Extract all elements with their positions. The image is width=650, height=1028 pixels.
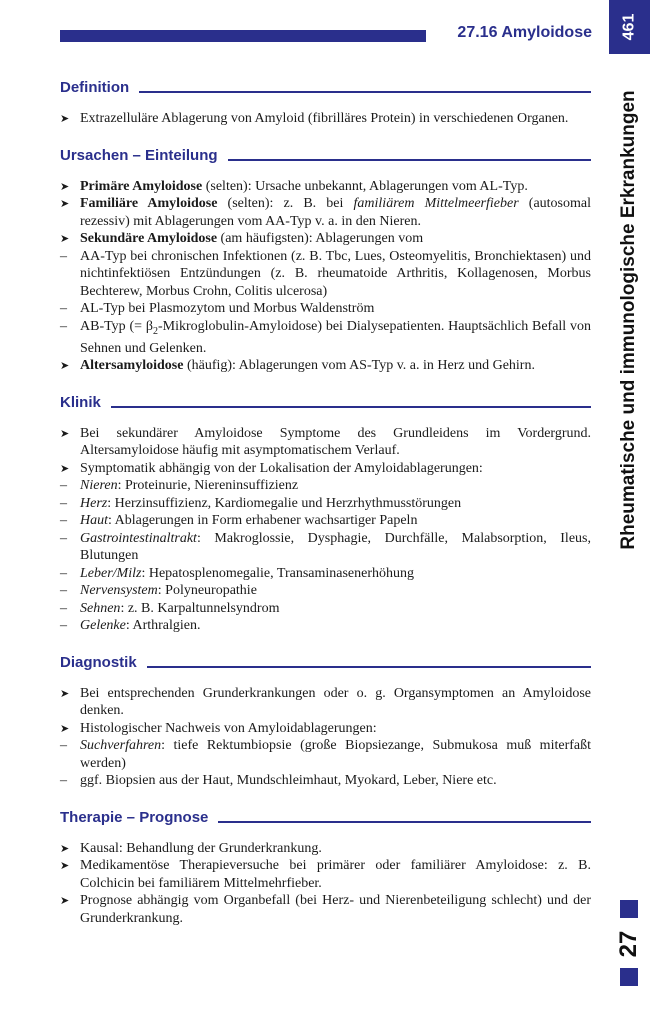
term-bold: Primäre Amyloidose <box>80 178 203 194</box>
bullet-list <box>60 178 591 248</box>
section-heading-text: Therapie – Prognose <box>60 809 209 827</box>
bullet-list <box>60 685 591 738</box>
section-heading <box>60 391 591 415</box>
bullet-text: (selten): z. B. bei <box>217 196 354 211</box>
term-italic: familiärem Mittelmeerfieber <box>353 196 519 211</box>
bullet-item <box>60 195 591 230</box>
subscript: 2 <box>152 325 158 337</box>
bullet-item <box>60 857 591 892</box>
dash-text: : Hepatosplenomegalie, Transaminasenerhöhung <box>141 565 415 581</box>
term-italic: Nervensystem <box>80 583 158 599</box>
section-ursachen <box>60 144 591 375</box>
bullet-text: Kausal: Behandlung der Grunderkrankung. <box>80 840 322 856</box>
section-rule <box>228 159 591 161</box>
dash-item <box>60 477 591 495</box>
dash-text: : Ablagerungen in Form erhabener wachsartiger Papeln <box>108 513 418 529</box>
dash-list <box>60 477 591 635</box>
bullet-text: Prognose abhängig vom Organbefall (bei Herz- und Nierenbeteiligung schlecht) und der Grunderkrankung. <box>80 893 591 926</box>
dash-item <box>60 582 591 600</box>
dash-item <box>60 300 591 318</box>
section-rule <box>218 821 591 823</box>
dash-text: : z. B. Karpaltunnelsyndrom <box>120 600 280 616</box>
section-rule <box>139 91 591 93</box>
bullet-list <box>60 357 591 375</box>
dash-text: AL-Typ bei Plasmozytom und Morbus Waldenström <box>80 301 375 316</box>
bullet-item <box>60 720 591 738</box>
dash-item <box>60 565 591 583</box>
term-bold: Sekundäre Amyloidose <box>80 231 218 246</box>
bullet-list <box>60 425 591 478</box>
bullet-item <box>60 230 591 248</box>
bullet-text: Bei entsprechenden Grunderkrankungen oder o. g. Organsymptomen an Amyloidose denken. <box>80 685 591 719</box>
dash-text: : Makroglossie, Dysphagie, Durchfälle, Malabsorption, Ileus, Blutungen <box>80 530 591 564</box>
header-rule <box>60 30 426 42</box>
section-heading-text: Ursachen – Einteilung <box>60 146 218 164</box>
bullet-text: (autosomal rezessiv) mit Ablagerungen vom AA-Typ v. a. in den Nieren. <box>80 196 591 229</box>
dash-item <box>60 737 591 772</box>
bullet-list <box>60 840 591 928</box>
dash-item <box>60 318 591 358</box>
section-heading <box>60 806 591 830</box>
section-heading-text: Definition <box>60 79 130 97</box>
dash-item <box>60 530 591 565</box>
term-italic: Haut <box>80 513 108 529</box>
dash-list <box>60 737 591 790</box>
term-italic: Sehnen <box>80 600 121 616</box>
bullet-item <box>60 110 591 128</box>
bullet-text: (selten): Ursache unbekannt, Ablagerungen vom AL-Typ. <box>202 178 528 194</box>
bullet-item <box>60 840 591 858</box>
dash-list <box>60 248 591 358</box>
bullet-item <box>60 178 591 196</box>
term-italic: Nieren <box>80 478 118 494</box>
bullet-item <box>60 460 591 478</box>
dash-text: : Herzinsuffizienz, Kardiomegalie und Herzrhythmusstörungen <box>107 495 462 511</box>
section-rule <box>111 406 591 408</box>
dash-item <box>60 512 591 530</box>
dash-text: : Polyneuropathie <box>157 583 257 599</box>
bullet-list <box>60 110 591 128</box>
term-bold: Familiäre Amyloidose <box>80 196 218 211</box>
term-italic: Gastrointestinaltrakt <box>80 530 197 546</box>
page-content <box>60 76 591 943</box>
section-heading-text: Klinik <box>60 394 101 412</box>
bullet-text: Histologischer Nachweis von Amyloidablagerungen: <box>80 720 377 736</box>
dash-text: : Proteinurie, Niereninsuffizienz <box>117 478 299 494</box>
bullet-text: Extrazelluläre Ablagerung von Amyloid (fibrilläres Protein) in verschiedenen Organen. <box>80 111 569 126</box>
section-definition <box>60 76 591 128</box>
side-chapter-number: 27 <box>615 930 642 958</box>
bullet-item <box>60 892 591 927</box>
dash-text: : tiefe Rektumbiopsie (große Biopsiezange, Submukosa muß miterfaßt werden) <box>80 738 591 771</box>
section-rule <box>147 666 591 668</box>
bullet-text: Bei sekundärer Amyloidose Symptome des Grundleidens im Vordergrund. Altersamyloidose häufig mit asymptomatischem Verlauf. <box>80 425 591 459</box>
bullet-text: (häufig): Ablagerungen vom AS-Typ v. a. in Herz und Gehirn. <box>183 358 535 374</box>
bullet-text: Medikamentöse Therapieversuche bei primärer oder familiärer Amyloidose: z. B. Colchicin bei familiärem Mittelmehrfieber. <box>80 858 591 891</box>
term-italic: Gelenke <box>80 618 126 634</box>
bullet-text: (am häufigsten): Ablagerungen vom <box>217 231 424 246</box>
dash-item <box>60 617 591 635</box>
dash-text: AB-Typ (= β <box>80 318 153 334</box>
bullet-item <box>60 357 591 375</box>
bullet-text: Symptomatik abhängig von der Lokalisation der Amyloidablagerungen: <box>80 460 483 476</box>
side-marker-top <box>620 900 638 918</box>
dash-item <box>60 600 591 618</box>
section-klinik <box>60 391 591 635</box>
page-number-wrap <box>609 0 650 54</box>
term-italic: Suchverfahren <box>80 738 162 754</box>
page-number-tab <box>609 0 650 54</box>
section-heading-text: Diagnostik <box>60 654 137 672</box>
section-diagnostik <box>60 651 591 790</box>
side-marker-bottom <box>620 968 638 986</box>
section-therapie <box>60 806 591 928</box>
term-italic: Leber/Milz <box>80 565 142 581</box>
chapter-title: 27.16 Amyloidose <box>457 24 592 41</box>
dash-item <box>60 248 591 301</box>
bullet-item <box>60 425 591 460</box>
section-heading <box>60 144 591 168</box>
dash-item <box>60 772 591 790</box>
side-chapter-title: Rheumatische und immunologische Erkrankungen <box>618 90 639 550</box>
dash-text: -Mikroglobulin-Amyloidose) bei Dialysepatienten. Hauptsächlich Befall von Sehnen und Gelenken. <box>80 318 591 356</box>
section-heading <box>60 651 591 675</box>
page-number: 461 <box>620 13 638 41</box>
term-italic: Herz <box>80 495 108 511</box>
dash-text: : Arthralgien. <box>125 618 201 634</box>
dash-text: AA-Typ bei chronischen Infektionen (z. B. Tbc, Lues, Osteomyelitis, Bronchiektasen) und nichtinfektiösen Entzündungen (z. B. rheumatoide Arthritis, Kollagenosen, Morbus Bechterew, Morbus Crohn, Colitis ulcerosa) <box>80 248 591 299</box>
section-heading <box>60 76 591 100</box>
dash-text: ggf. Biopsien aus der Haut, Mundschleimhaut, Myokard, Leber, Niere etc. <box>80 773 497 789</box>
term-bold: Altersamyloidose <box>80 358 184 374</box>
bullet-item <box>60 685 591 720</box>
dash-item <box>60 495 591 513</box>
